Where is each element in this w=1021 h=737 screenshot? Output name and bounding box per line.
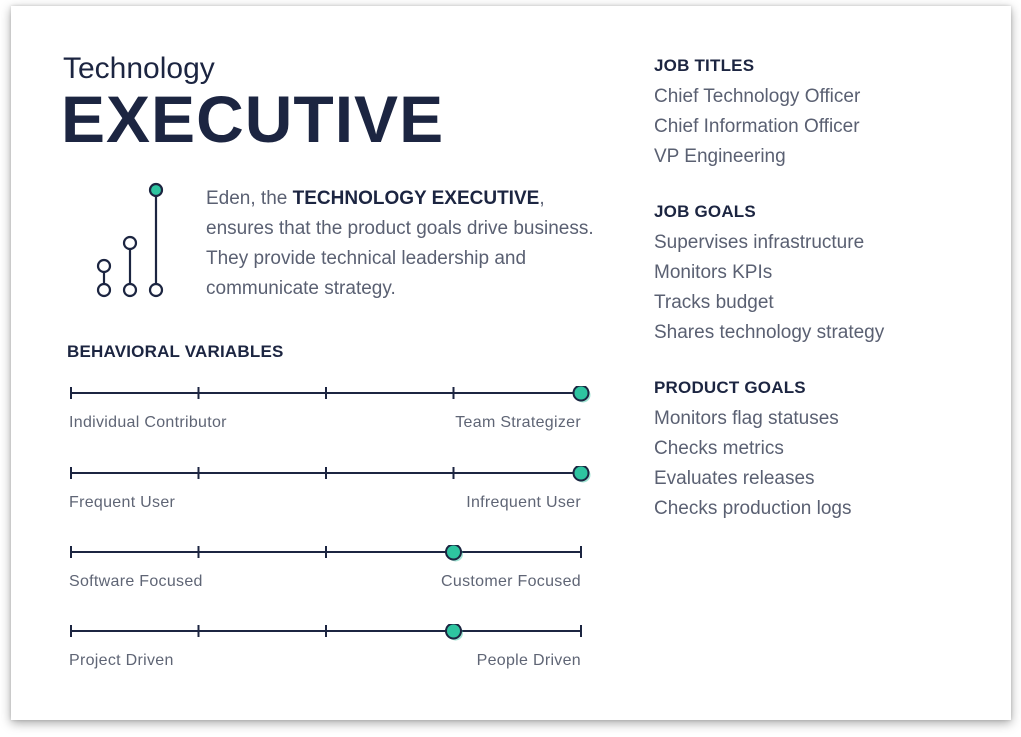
list-item: Checks metrics xyxy=(654,438,784,459)
list-item: Supervises infrastructure xyxy=(654,232,865,253)
list-item: Evaluates releases xyxy=(654,468,815,489)
variable-left-label: Frequent User xyxy=(69,494,176,511)
list-item: Tracks budget xyxy=(654,292,774,313)
list-item: Monitors flag statuses xyxy=(654,408,839,429)
slider-dot-icon xyxy=(446,624,461,639)
list-item: VP Engineering xyxy=(654,146,786,167)
product-goals-heading: PRODUCT GOALS xyxy=(654,378,806,397)
job-goals-list xyxy=(654,228,884,348)
variable-left-label: Software Focused xyxy=(69,573,203,590)
variable-left-label: Individual Contributor xyxy=(69,414,227,431)
behavioral-variable xyxy=(65,545,595,605)
product-goals-list xyxy=(654,404,852,524)
job-goals-heading: JOB GOALS xyxy=(654,202,756,221)
list-item: Monitors KPIs xyxy=(654,262,773,283)
variable-right-label: Team Strategizer xyxy=(455,414,581,431)
behavioral-variable xyxy=(65,624,595,684)
slider-dot-icon xyxy=(574,466,589,481)
variable-left-label: Project Driven xyxy=(69,652,174,669)
behavioral-variable xyxy=(65,386,595,446)
list-item: Chief Information Officer xyxy=(654,116,860,137)
list-item: Chief Technology Officer xyxy=(654,86,861,107)
persona-card xyxy=(11,6,1011,720)
timeline-nodes-icon xyxy=(91,182,171,307)
persona-description: Eden, the TECHNOLOGY EXECUTIVE, ensures that the product goals drive business. They provide technical leadership and communicate strategy. xyxy=(206,188,594,299)
variable-right-label: Infrequent User xyxy=(466,494,581,511)
behavioral-heading: BEHAVIORAL VARIABLES xyxy=(67,342,284,361)
title-big: EXECUTIVE xyxy=(61,82,445,156)
job-titles-list xyxy=(654,82,860,172)
list-item: Shares technology strategy xyxy=(654,322,885,343)
behavioral-slider xyxy=(65,386,595,404)
job-titles-heading: JOB TITLES xyxy=(654,56,755,75)
variable-right-label: People Driven xyxy=(476,652,581,669)
persona-name: TECHNOLOGY EXECUTIVE xyxy=(292,188,540,209)
title-small: Technology xyxy=(63,52,215,85)
behavioral-slider xyxy=(65,624,595,642)
behavioral-slider xyxy=(65,545,595,563)
behavioral-variable xyxy=(65,466,595,526)
slider-dot-icon xyxy=(574,386,589,401)
variable-right-label: Customer Focused xyxy=(441,573,581,590)
behavioral-slider xyxy=(65,466,595,484)
list-item: Checks production logs xyxy=(654,498,852,519)
slider-dot-icon xyxy=(446,545,461,560)
